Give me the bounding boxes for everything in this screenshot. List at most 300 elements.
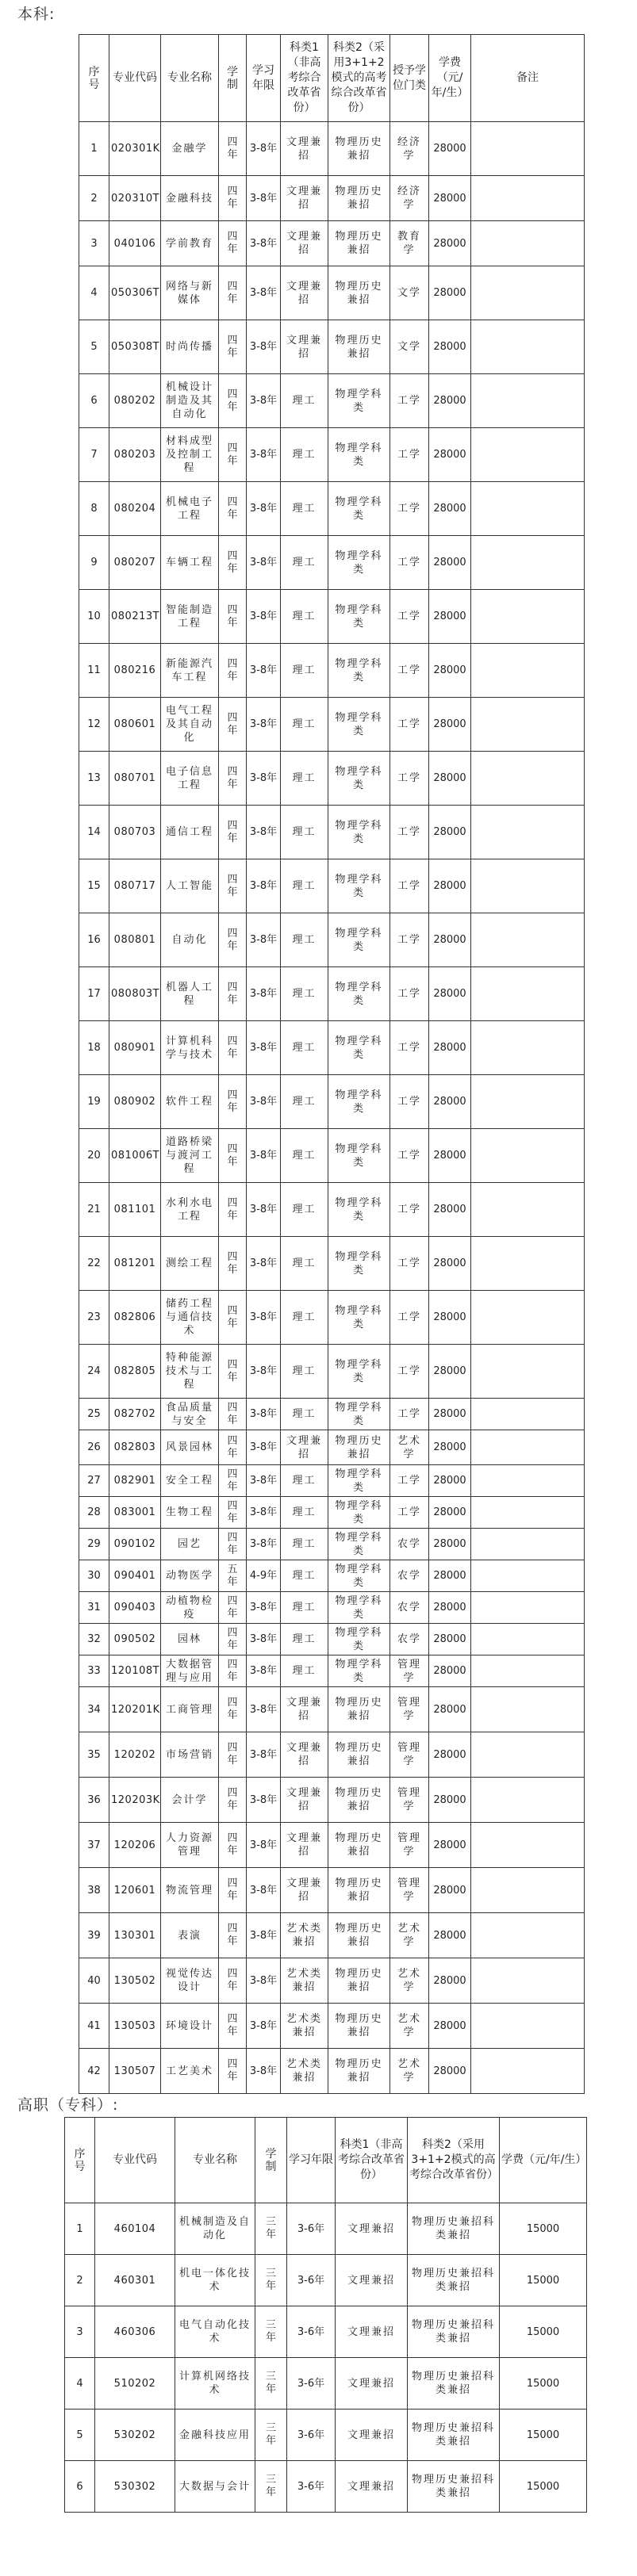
cell-study-years: 3-8年: [247, 1075, 281, 1129]
cell-subject-2: 物理学科类: [328, 806, 390, 859]
cell-index: 21: [79, 1183, 109, 1237]
cell-tuition: 28000: [429, 967, 471, 1021]
cell-subject-2: 物理学科类: [328, 1129, 390, 1183]
cell-tuition: 28000: [429, 1778, 471, 1823]
cell-code: 080901: [109, 1021, 161, 1075]
cell-index: 39: [79, 1913, 109, 1958]
cell-tuition: 28000: [429, 266, 471, 320]
cell-code: 130503: [109, 2004, 161, 2049]
cell-remark: [471, 1075, 585, 1129]
cell-degree: 工学: [390, 428, 429, 482]
duration-text: 三年: [265, 2371, 276, 2395]
cell-major: 计算机科学与技术: [161, 1021, 219, 1075]
cell-duration: [219, 374, 247, 428]
cell-study-years: 3-6年: [287, 2255, 336, 2306]
cell-degree: 工学: [390, 698, 429, 752]
duration-text: 四年: [227, 819, 238, 844]
duration-text: 四年: [227, 657, 238, 683]
cell-code: 530302: [95, 2461, 175, 2513]
cell-index: 9: [79, 536, 109, 590]
cell-code: 120108T: [109, 1655, 161, 1687]
cell-duration: [255, 2203, 287, 2255]
cell-remark: [471, 1129, 585, 1183]
col-header-index: 序号: [79, 35, 109, 122]
cell-duration: [219, 1183, 247, 1237]
cell-study-years: 3-8年: [247, 482, 281, 536]
cell-code: 082803: [109, 1430, 161, 1465]
duration-text: 四年: [227, 1923, 238, 1947]
cell-duration: [219, 1823, 247, 1868]
cell-remark: [471, 1823, 585, 1868]
cell-subject-2: 物理历史兼招: [328, 1687, 390, 1732]
cell-major: 测绘工程: [161, 1237, 219, 1291]
table-row: [79, 590, 585, 644]
table-row: [79, 1075, 585, 1129]
cell-index: 40: [79, 1958, 109, 2004]
cell-code: 130301: [109, 1913, 161, 1958]
duration-text: 四年: [227, 1089, 238, 1114]
cell-degree: 管理学: [390, 1823, 429, 1868]
cell-code: 081006T: [109, 1129, 161, 1183]
cell-duration: [219, 1913, 247, 1958]
cell-code: 083001: [109, 1497, 161, 1529]
cell-study-years: 3-8年: [247, 752, 281, 806]
col-header-study-years: 学习年限: [247, 35, 281, 122]
cell-tuition: 28000: [429, 1913, 471, 1958]
cell-study-years: 3-8年: [247, 1399, 281, 1430]
cell-duration: [219, 2004, 247, 2049]
cell-subject-2: 物理学科类: [328, 536, 390, 590]
cell-index: 14: [79, 806, 109, 859]
cell-subject-2: 物理历史兼招: [328, 1958, 390, 2004]
cell-index: 16: [79, 913, 109, 967]
cell-subject-2: 物理历史兼招: [328, 1823, 390, 1868]
cell-duration: [219, 1778, 247, 1823]
table-row: [79, 913, 585, 967]
cell-major: 环境设计: [161, 2004, 219, 2049]
cell-degree: 工学: [390, 644, 429, 698]
table-row: [79, 1529, 585, 1560]
cell-remark: [471, 1868, 585, 1913]
cell-code: 082806: [109, 1291, 161, 1345]
cell-index: 31: [79, 1592, 109, 1624]
cell-duration: [219, 1624, 247, 1655]
cell-subject-2: 物理学科类: [328, 590, 390, 644]
cell-subject-1: 理工: [281, 590, 328, 644]
cell-major: 电气工程及其自动化: [161, 698, 219, 752]
cell-degree: 艺术学: [390, 2004, 429, 2049]
table-row: [79, 1430, 585, 1465]
cell-code: 080902: [109, 1075, 161, 1129]
cell-study-years: 3-6年: [287, 2461, 336, 2513]
cell-code: 120206: [109, 1823, 161, 1868]
cell-index: 41: [79, 2004, 109, 2049]
duration-text: 四年: [227, 136, 238, 161]
cell-code: 460306: [95, 2306, 175, 2358]
cell-duration: [219, 1129, 247, 1183]
cell-major: 食品质量与安全: [161, 1399, 219, 1430]
cell-duration: [219, 122, 247, 176]
cell-tuition: 28000: [429, 2004, 471, 2049]
cell-tuition: 15000: [500, 2461, 587, 2513]
cell-code: 082805: [109, 1345, 161, 1399]
col-header-duration: 学制: [219, 35, 247, 122]
cell-major: 大数据管理与应用: [161, 1655, 219, 1687]
duration-text: 四年: [227, 711, 238, 737]
duration-text: 四年: [227, 2013, 238, 2038]
cell-index: 4: [65, 2358, 95, 2409]
table-row: [79, 482, 585, 536]
cell-remark: [471, 1687, 585, 1732]
duration-text: 四年: [227, 388, 238, 413]
cell-code: 020301K: [109, 122, 161, 176]
cell-subject-2: 物理学科类: [328, 1021, 390, 1075]
cell-remark: [471, 2049, 585, 2094]
cell-subject-1: 文理兼招: [336, 2306, 408, 2358]
duration-text: 四年: [227, 927, 238, 952]
cell-tuition: 28000: [429, 1529, 471, 1560]
cell-remark: [471, 1913, 585, 1958]
cell-subject-1: 文理兼招: [281, 122, 328, 176]
cell-study-years: 3-8年: [247, 1592, 281, 1624]
cell-subject-2: 物理学科类: [328, 967, 390, 1021]
cell-index: 19: [79, 1075, 109, 1129]
cell-index: 32: [79, 1624, 109, 1655]
cell-subject-1: 理工: [281, 1345, 328, 1399]
cell-duration: [255, 2358, 287, 2409]
cell-remark: [471, 1497, 585, 1529]
cell-subject-2: 物理学科类: [328, 374, 390, 428]
cell-index: 23: [79, 1291, 109, 1345]
table-row: [65, 2358, 587, 2409]
cell-degree: 农学: [390, 1592, 429, 1624]
cell-degree: 工学: [390, 1129, 429, 1183]
cell-major: 安全工程: [161, 1465, 219, 1497]
table-row: [79, 1823, 585, 1868]
cell-tuition: 28000: [429, 1732, 471, 1778]
cell-study-years: 3-8年: [247, 1291, 281, 1345]
cell-duration: [219, 2049, 247, 2094]
duration-text: 四年: [227, 765, 238, 790]
cell-code: 080601: [109, 698, 161, 752]
cell-degree: 艺术学: [390, 1430, 429, 1465]
cell-major: 材料成型及控制工程: [161, 428, 219, 482]
undergrad-header-row: [79, 35, 585, 122]
cell-subject-1: 理工: [281, 374, 328, 428]
cell-subject-2: 物理历史兼招科类兼招: [408, 2409, 500, 2461]
duration-text: 五年: [227, 1563, 238, 1588]
cell-degree: 工学: [390, 1021, 429, 1075]
cell-index: 38: [79, 1868, 109, 1913]
col-header-subject-2: 科类2（采用3+1+2模式的高考综合改革省份）: [408, 2118, 500, 2203]
cell-code: 080207: [109, 536, 161, 590]
cell-study-years: 3-8年: [247, 221, 281, 266]
table-row: [79, 1497, 585, 1529]
duration-text: 四年: [227, 1499, 238, 1525]
cell-index: 22: [79, 1237, 109, 1291]
col-header-subject-1: 科类1（非高考综合改革省份）: [281, 35, 328, 122]
cell-study-years: 3-8年: [247, 1430, 281, 1465]
cell-remark: [471, 428, 585, 482]
table-row: [65, 2409, 587, 2461]
cell-study-years: 3-8年: [247, 1868, 281, 1913]
table-row: [79, 1399, 585, 1430]
cell-study-years: 3-6年: [287, 2409, 336, 2461]
duration-text: 三年: [265, 2474, 276, 2498]
cell-subject-1: 理工: [281, 1021, 328, 1075]
cell-study-years: 3-6年: [287, 2358, 336, 2409]
cell-degree: 工学: [390, 1075, 429, 1129]
cell-index: 10: [79, 590, 109, 644]
cell-study-years: 3-8年: [247, 1687, 281, 1732]
cell-major: 水利水电工程: [161, 1183, 219, 1237]
cell-duration: [219, 428, 247, 482]
cell-subject-2: 物理学科类: [328, 1237, 390, 1291]
cell-subject-2: 物理历史兼招: [328, 1732, 390, 1778]
cell-duration: [255, 2255, 287, 2306]
table-row: [79, 752, 585, 806]
cell-tuition: 28000: [429, 1345, 471, 1399]
cell-index: 37: [79, 1823, 109, 1868]
cell-study-years: 3-8年: [247, 374, 281, 428]
col-header-duration: 学制: [255, 2118, 287, 2203]
cell-degree: 工学: [390, 752, 429, 806]
cell-subject-2: 物理历史兼招科类兼招: [408, 2461, 500, 2513]
cell-major: 计算机网络技术: [175, 2358, 255, 2409]
cell-subject-2: 物理学科类: [328, 644, 390, 698]
cell-degree: 管理学: [390, 1868, 429, 1913]
cell-study-years: 3-8年: [247, 1497, 281, 1529]
cell-remark: [471, 1399, 585, 1430]
cell-code: 080203: [109, 428, 161, 482]
cell-duration: [219, 1529, 247, 1560]
cell-subject-1: 艺术类兼招: [281, 2004, 328, 2049]
cell-remark: [471, 482, 585, 536]
cell-remark: [471, 266, 585, 320]
cell-duration: [219, 1868, 247, 1913]
cell-subject-1: 理工: [281, 1529, 328, 1560]
cell-tuition: 28000: [429, 1465, 471, 1497]
col-header-tuition: 学费（元/年/生）: [500, 2118, 587, 2203]
cell-code: 080204: [109, 482, 161, 536]
cell-subject-1: 文理兼招: [281, 1868, 328, 1913]
cell-degree: 管理学: [390, 1778, 429, 1823]
cell-subject-2: 物理历史兼招: [328, 320, 390, 374]
cell-tuition: 28000: [429, 122, 471, 176]
cell-duration: [219, 1655, 247, 1687]
cell-code: 080703: [109, 806, 161, 859]
cell-major: 人力资源管理: [161, 1823, 219, 1868]
cell-subject-1: 理工: [281, 1183, 328, 1237]
cell-study-years: 3-8年: [247, 1129, 281, 1183]
table-row: [65, 2203, 587, 2255]
cell-duration: [219, 859, 247, 913]
table-row: [79, 176, 585, 221]
cell-subject-2: 物理学科类: [328, 1624, 390, 1655]
cell-index: 2: [79, 176, 109, 221]
cell-remark: [471, 1430, 585, 1465]
cell-major: 动植物检疫: [161, 1592, 219, 1624]
cell-degree: 工学: [390, 913, 429, 967]
duration-text: 四年: [227, 1832, 238, 1857]
cell-degree: 工学: [390, 967, 429, 1021]
duration-text: 四年: [227, 1877, 238, 1902]
table-row: [79, 1345, 585, 1399]
vocational-section-title: 高职（专科）:: [17, 2096, 119, 2114]
cell-code: 120601: [109, 1868, 161, 1913]
duration-text: 四年: [227, 1531, 238, 1556]
col-header-major: 专业名称: [175, 2118, 255, 2203]
duration-text: 三年: [265, 2319, 276, 2344]
cell-index: 26: [79, 1430, 109, 1465]
cell-degree: 工学: [390, 1345, 429, 1399]
col-header-remark: 备注: [471, 35, 585, 122]
cell-code: 090403: [109, 1592, 161, 1624]
cell-duration: [219, 1497, 247, 1529]
cell-degree: 艺术学: [390, 2049, 429, 2094]
cell-subject-1: 理工: [281, 1129, 328, 1183]
cell-remark: [471, 1529, 585, 1560]
cell-code: 530202: [95, 2409, 175, 2461]
cell-code: 080216: [109, 644, 161, 698]
cell-tuition: 28000: [429, 1592, 471, 1624]
cell-degree: 工学: [390, 374, 429, 428]
col-header-subject-2: 科类2（采用3+1+2模式的高考综合改革省份）: [328, 35, 390, 122]
cell-code: 130502: [109, 1958, 161, 2004]
table-row: [79, 859, 585, 913]
duration-text: 四年: [227, 1196, 238, 1222]
cell-tuition: 15000: [500, 2409, 587, 2461]
cell-duration: [219, 1075, 247, 1129]
duration-text: 三年: [265, 2422, 276, 2447]
cell-duration: [219, 1465, 247, 1497]
duration-text: 四年: [227, 334, 238, 359]
cell-major: 电气自动化技术: [175, 2306, 255, 2358]
cell-subject-2: 物理历史兼招科类兼招: [408, 2203, 500, 2255]
cell-major: 表演: [161, 1913, 219, 1958]
cell-index: 42: [79, 2049, 109, 2094]
cell-tuition: 28000: [429, 1624, 471, 1655]
cell-duration: [219, 698, 247, 752]
cell-study-years: 3-8年: [247, 266, 281, 320]
cell-remark: [471, 1655, 585, 1687]
cell-code: 120202: [109, 1732, 161, 1778]
table-row: [79, 1291, 585, 1345]
cell-duration: [219, 266, 247, 320]
col-header-degree: 授予学位门类: [390, 35, 429, 122]
cell-degree: 工学: [390, 859, 429, 913]
cell-tuition: 15000: [500, 2203, 587, 2255]
cell-duration: [219, 320, 247, 374]
cell-study-years: 3-6年: [287, 2306, 336, 2358]
cell-degree: 工学: [390, 1237, 429, 1291]
cell-major: 会计学: [161, 1778, 219, 1823]
cell-major: 生物工程: [161, 1497, 219, 1529]
cell-duration: [219, 967, 247, 1021]
cell-subject-1: 文理兼招: [281, 266, 328, 320]
cell-code: 080202: [109, 374, 161, 428]
table-row: [79, 320, 585, 374]
cell-tuition: 28000: [429, 1868, 471, 1913]
cell-code: 120203K: [109, 1778, 161, 1823]
table-row: [79, 266, 585, 320]
cell-study-years: 3-8年: [247, 1778, 281, 1823]
cell-degree: 管理学: [390, 1655, 429, 1687]
cell-remark: [471, 1465, 585, 1497]
duration-text: 四年: [227, 1358, 238, 1384]
cell-subject-2: 物理学科类: [328, 428, 390, 482]
table-row: [79, 967, 585, 1021]
table-row: [79, 1237, 585, 1291]
col-header-code: 专业代码: [95, 2118, 175, 2203]
cell-subject-1: 理工: [281, 967, 328, 1021]
cell-tuition: 28000: [429, 176, 471, 221]
cell-code: 080213T: [109, 590, 161, 644]
cell-study-years: 3-8年: [247, 176, 281, 221]
cell-subject-2: 物理历史兼招: [328, 2049, 390, 2094]
cell-index: 6: [65, 2461, 95, 2513]
cell-degree: 工学: [390, 536, 429, 590]
cell-duration: [219, 1687, 247, 1732]
cell-subject-2: 物理历史兼招: [328, 266, 390, 320]
cell-index: 33: [79, 1655, 109, 1687]
cell-subject-1: 文理兼招: [281, 1778, 328, 1823]
cell-degree: 工学: [390, 806, 429, 859]
cell-subject-1: 理工: [281, 859, 328, 913]
cell-subject-1: 理工: [281, 1465, 328, 1497]
col-header-code: 专业代码: [109, 35, 161, 122]
cell-study-years: 3-8年: [247, 536, 281, 590]
table-row: [79, 2049, 585, 2094]
cell-code: 080801: [109, 913, 161, 967]
undergrad-section-title: 本科:: [17, 6, 56, 23]
vocational-header-row: [65, 2118, 587, 2203]
cell-tuition: 28000: [429, 1291, 471, 1345]
cell-study-years: 3-8年: [247, 122, 281, 176]
cell-subject-1: 文理兼招: [336, 2461, 408, 2513]
cell-tuition: 28000: [429, 1497, 471, 1529]
cell-degree: 工学: [390, 1465, 429, 1497]
table-row: [79, 644, 585, 698]
cell-major: 通信工程: [161, 806, 219, 859]
cell-tuition: 28000: [429, 374, 471, 428]
cell-subject-2: 物理学科类: [328, 1592, 390, 1624]
cell-code: 080803T: [109, 967, 161, 1021]
cell-degree: 经济学: [390, 176, 429, 221]
vocational-table: [64, 2117, 587, 2513]
cell-remark: [471, 176, 585, 221]
cell-tuition: 28000: [429, 1075, 471, 1129]
cell-study-years: 3-8年: [247, 2004, 281, 2049]
cell-degree: 文学: [390, 266, 429, 320]
cell-study-years: 3-8年: [247, 1913, 281, 1958]
cell-major: 道路桥梁与渡河工程: [161, 1129, 219, 1183]
cell-major: 视觉传达设计: [161, 1958, 219, 2004]
cell-remark: [471, 644, 585, 698]
cell-index: 11: [79, 644, 109, 698]
cell-remark: [471, 1560, 585, 1592]
cell-study-years: 3-8年: [247, 967, 281, 1021]
cell-tuition: 28000: [429, 536, 471, 590]
col-header-tuition: 学费（元/年/生）: [429, 35, 471, 122]
cell-major: 物流管理: [161, 1868, 219, 1913]
cell-remark: [471, 913, 585, 967]
cell-subject-2: 物理学科类: [328, 1560, 390, 1592]
cell-index: 28: [79, 1497, 109, 1529]
cell-duration: [219, 1021, 247, 1075]
duration-text: 四年: [227, 442, 238, 467]
cell-remark: [471, 1624, 585, 1655]
